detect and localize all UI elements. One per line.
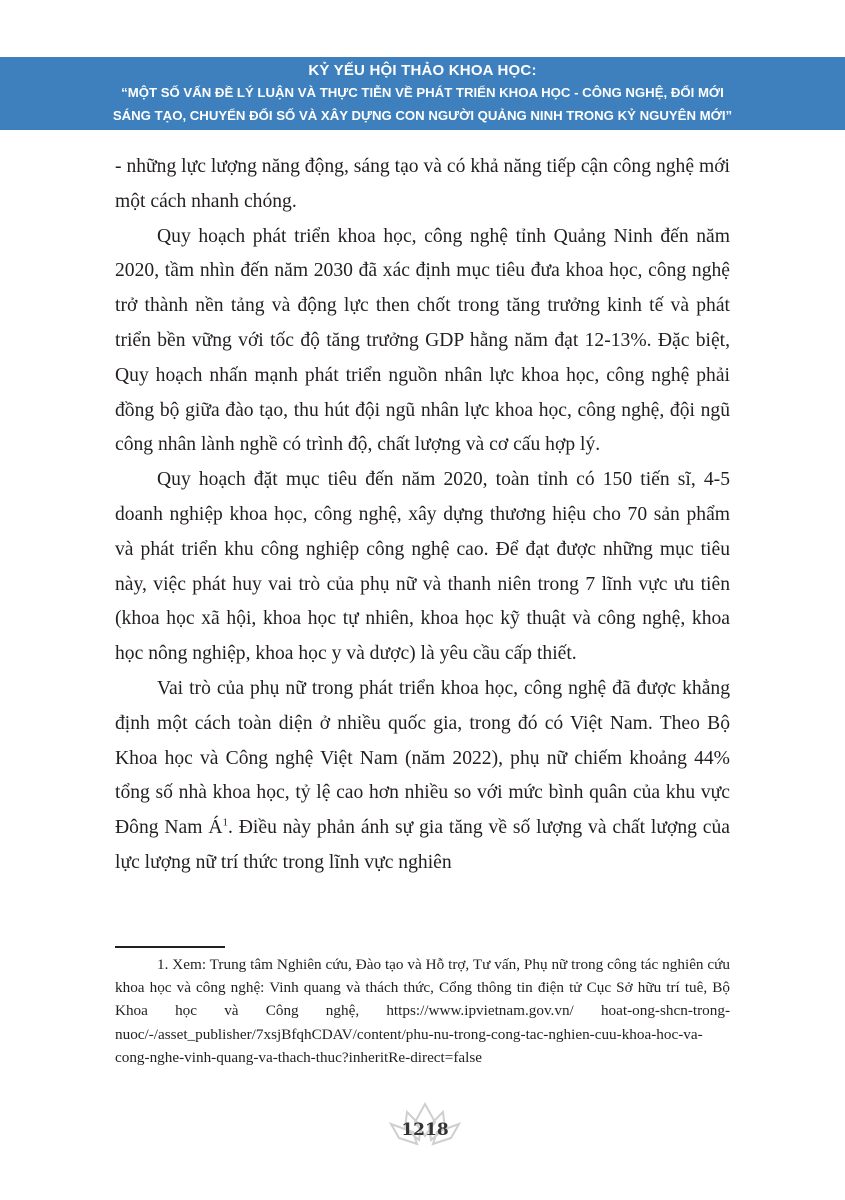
running-header (0, 57, 845, 130)
page-number: 1218 (401, 1120, 449, 1140)
paragraph-4 (115, 672, 730, 881)
paragraph-3: Quy hoạch đặt mục tiêu đến năm 2020, toàn tỉnh có 150 tiến sĩ, 4-5 doanh nghiệp khoa học, công nghệ, xây dựng thương hiệu cho 70 sản phẩm và phát triển khu công nghiệp công nghệ cao. Để đạt được những mục tiêu này, việc phát huy vai trò của phụ nữ và thanh niên trong 7 lĩnh vực ưu tiên (khoa học xã hội, khoa học tự nhiên, khoa học kỹ thuật và công nghệ, khoa học nông nghiệp, khoa học y và dược) là yêu cầu cấp thiết. (115, 469, 730, 665)
paragraph-4-text-b: . Điều này phản ánh sự gia tăng về số lượng và chất lượng của lực lượng nữ trí thức trong lĩnh vực nghiên (115, 817, 730, 873)
header-subtitle-line-2: SÁNG TẠO, CHUYỂN ĐỔI SỐ VÀ XÂY DỰNG CON NGƯỜI QUẢNG NINH TRONG KỶ NGUYÊN MỚI” (112, 108, 733, 123)
body-text (115, 150, 730, 881)
footnote-1: 1. Xem: Trung tâm Nghiên cứu, Đào tạo và Hỗ trợ, Tư vấn, Phụ nữ trong công tác nghiên cứu khoa học và công nghệ: Vinh quang và thách thức, Cổng thông tin điện tử Cục Sở hữu trí tuê, Bộ Khoa học và Công nghệ, https://www.ipvietnam.gov.vn/ hoat-ong-shcn-trong-nuoc/-/asset_publisher/7xsjBfqhCDAV/content/phu-nu-trong-cong-tac-nghien-cuu-khoa-hoc-va-cong-nghe-vinh-quang-va-thach-thuc?inheritRe-direct=false (115, 956, 730, 1066)
header-title: KỶ YẾU HỘI THẢO KHOA HỌC: (308, 62, 537, 79)
paragraph-2: Quy hoạch phát triển khoa học, công nghệ tỉnh Quảng Ninh đến năm 2020, tầm nhìn đến năm 2030 đã xác định mục tiêu đưa khoa học, công nghệ trở thành nền tảng và động lực then chốt trong tăng trưởng kinh tế và phát triển bền vững với tốc độ tăng trưởng GDP hằng năm đạt 12-13%. Đặc biệt, Quy hoạch nhấn mạnh phát triển nguồn nhân lực khoa học, công nghệ phải đồng bộ giữa đào tạo, thu hút đội ngũ nhân lực khoa học, công nghệ, đội ngũ công nhân lành nghề có trình độ, chất lượng và cơ cấu hợp lý. (115, 225, 730, 456)
page-number-block (385, 1100, 465, 1150)
paragraph-1: - những lực lượng năng động, sáng tạo và có khả năng tiếp cận công nghệ mới một cách nhanh chóng. (115, 156, 730, 212)
footnote-reference[interactable]: 1 (222, 816, 229, 829)
header-subtitle-line-1: “MỘT SỐ VẤN ĐỀ LÝ LUẬN VÀ THỰC TIỄN VỀ PHÁT TRIỂN KHOA HỌC - CÔNG NGHỆ, ĐỔI MỚI (121, 85, 724, 100)
footnote-divider (115, 946, 225, 948)
paragraph-4-text-a: Vai trò của phụ nữ trong phát triển khoa học, công nghệ đã được khẳng định một cách toàn diện ở nhiều quốc gia, trong đó có Việt Nam. Theo Bộ Khoa học và Công nghệ Việt Nam (năm 2022), phụ nữ chiếm khoảng 44% tổng số nhà khoa học, tỷ lệ cao hơn nhiều so với mức bình quân của khu vực Đông Nam Á (115, 677, 730, 839)
footnote (115, 953, 730, 1069)
